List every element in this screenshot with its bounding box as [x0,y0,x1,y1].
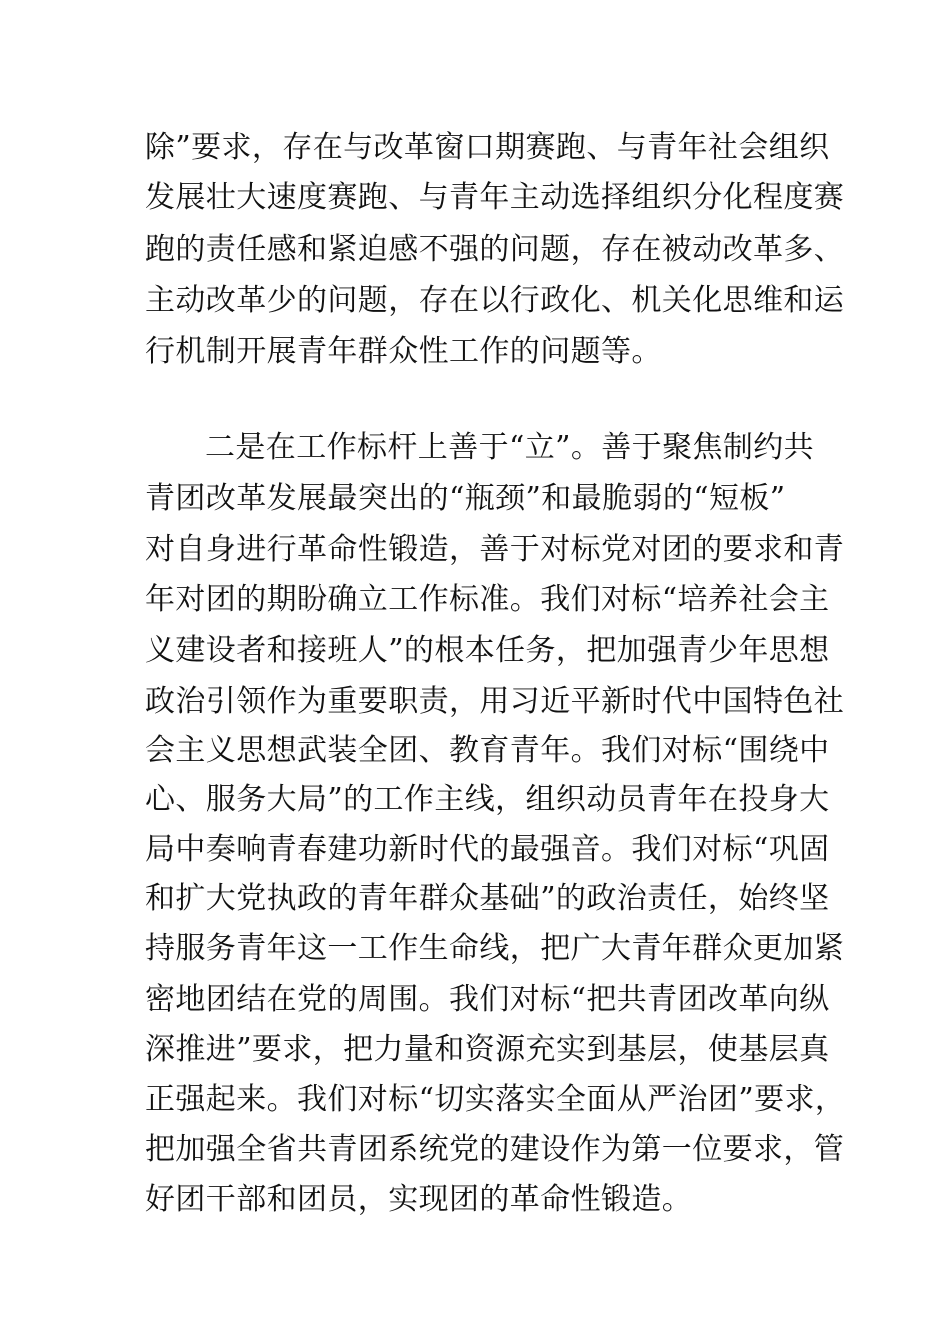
paragraph-2-line [0,682,950,722]
paragraph-2-line [0,1180,950,1220]
paragraph-1-line-text: 行机制开展青年群众性工作的问题等。 [145,334,662,369]
paragraph-2-line [0,1030,950,1070]
paragraph-2-line-text: 政治引领作为重要职责，用习近平新时代中国特色社 [145,684,845,719]
paragraph-2-line [0,631,950,671]
paragraph-2-line [0,580,950,620]
paragraph-2-line-text: 正强起来。我们对标“切实落实全面从严治团”要求， [145,1082,846,1117]
paragraph-2-line-text: 心、服务大局”的工作主线，组织动员青年在投身大 [145,782,830,817]
paragraph-2-line-text: 和扩大党执政的青年群众基础”的政治责任，始终坚 [145,881,830,916]
paragraph-2-line-text: 深推进”要求，把力量和资源充实到基层，使基层真 [145,1032,830,1067]
paragraph-1-line [0,332,950,372]
paragraph-2-line [0,830,950,870]
paragraph-2-line [0,530,950,570]
paragraph-2-line [0,929,950,969]
paragraph-2-line [0,479,950,519]
paragraph-2-line [0,1080,950,1120]
paragraph-2-line-text: 把加强全省共青团系统党的建设作为第一位要求，管 [145,1132,845,1167]
paragraph-1-line [0,230,950,270]
paragraph-1-line-text: 跑的责任感和紧迫感不强的问题，存在被动改革多、 [145,232,845,267]
paragraph-2-line-text: 义建设者和接班人”的根本任务，把加强青少年思想 [145,633,830,668]
paragraph-2-line-text: 青团改革发展最突出的“瓶颈”和最脆弱的“短板” [145,481,786,516]
paragraph-2-line-text: 好团干部和团员，实现团的革命性锻造。 [145,1182,693,1217]
paragraph-2-line-text: 持服务青年这一工作生命线，把广大青年群众更加紧 [145,931,845,966]
paragraph-2-line-text: 二是在工作标杆上善于“立”。善于聚焦制约共 [205,430,815,465]
paragraph-2-line [0,731,950,771]
paragraph-1-line-text: 除”要求，存在与改革窗口期赛跑、与青年社会组织 [145,130,830,165]
paragraph-2-line-text: 会主义思想武装全团、教育青年。我们对标“围绕中 [145,733,830,768]
paragraph-1-line-text: 主动改革少的问题，存在以行政化、机关化思维和运 [145,283,845,318]
paragraph-2-line-text: 密地团结在党的周围。我们对标“把共青团改革向纵 [145,982,830,1017]
paragraph-2-line-text: 年对团的期盼确立工作标准。我们对标“培养社会主 [145,582,830,617]
paragraph-1-line [0,178,950,218]
paragraph-2-line [0,1130,950,1170]
paragraph-2-line [0,879,950,919]
paragraph-2-line [0,980,950,1020]
paragraph-2-line [0,780,950,820]
paragraph-1-line [0,281,950,321]
paragraph-2-line [0,428,950,468]
paragraph-2-line-text: 局中奏响青春建功新时代的最强音。我们对标“巩固 [145,832,830,867]
paragraph-1-line-text: 发展壮大速度赛跑、与青年主动选择组织分化程度赛 [145,180,845,215]
paragraph-1-line [0,128,950,168]
paragraph-2-line-text: 对自身进行革命性锻造，善于对标党对团的要求和青 [145,532,845,567]
